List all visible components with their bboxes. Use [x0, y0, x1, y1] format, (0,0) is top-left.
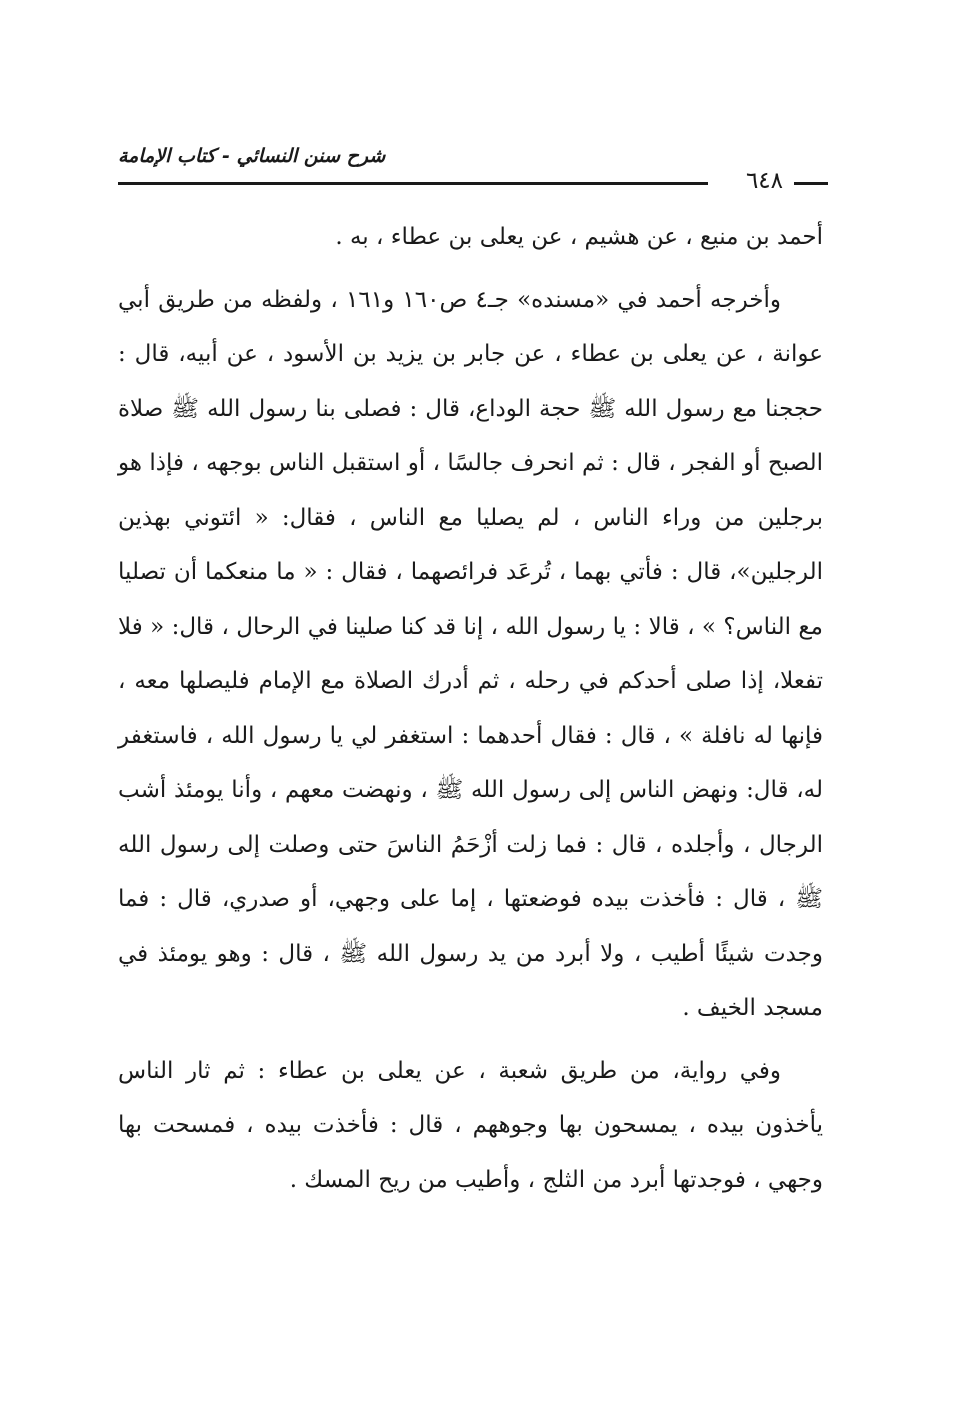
header-title: شرح سنن النسائي - كتاب الإمامة — [118, 145, 386, 167]
body-text — [118, 210, 823, 1207]
page-number-dash — [794, 182, 828, 185]
page-number: ٦٤٨ — [745, 168, 783, 194]
paragraph-continuation: أحمد بن منيع ، عن هشيم ، عن يعلى بن عطاء ، به . — [335, 224, 823, 250]
header-rule — [118, 182, 708, 185]
paragraph-ahmad-narration: وأخرجه أحمد في «مسنده» جـ٤ ص١٦٠ و١٦١ ، ولفظه من طريق أبي عوانة ، عن يعلى بن عطاء ، عن جابر بن يزيد بن الأسود ، عن أبيه، قال : حججنا مع رسول الله ﷺ حجة الوداع، قال : فصلى بنا رسول الله ﷺ صلاة الصبح أو الفجر ، قال : ثم انحرف جالسًا ، أو استقبل الناس بوجهه ، فإذا هو برجلين من وراء الناس ، لم يصليا مع الناس ، فقال: « ائتوني بهذين الرجلين»، قال : فأتي بهما ، تُرعَد فرائصهما ، فقال : « ما منعكما أن تصليا مع الناس؟ » ، قالا : يا رسول الله ، إنا قد كنا صلينا في الرحال ، قال: « فلا تفعلا، إذا صلى أحدكم في رحله ، ثم أدرك الصلاة مع الإمام فليصلها معه ، فإنها له نافلة » ، قال : فقال أحدهما : استغفر لي يا رسول الله ، فاستغفر له، قال: ونهض الناس إلى رسول الله ﷺ ، ونهضت معهم ، وأنا يومئذ أشب الرجال ، وأجلده ، قال : فما زلت أزْحَمُ الناسَ حتى وصلت إلى رسول الله ﷺ ، قال : فأخذت بيده فوضعتها ، إما على وجهي، أو صدري، قال : فما وجدت شيئًا أطيب ، ولا أبرد من يد رسول الله ﷺ ، قال : وهو يومئذ في مسجد الخيف . — [118, 286, 823, 1021]
paragraph-shuba-narration: وفي رواية، من طريق شعبة ، عن يعلى بن عطاء : ثم ثار الناس يأخذون بيده ، يمسحون بها وجوههم ، قال : فأخذت بيده ، فمسحت بها وجهي ، فوجدتها أبرد من الثلج ، وأطيب من ريح المسك . — [118, 1057, 823, 1193]
running-header — [118, 140, 828, 200]
